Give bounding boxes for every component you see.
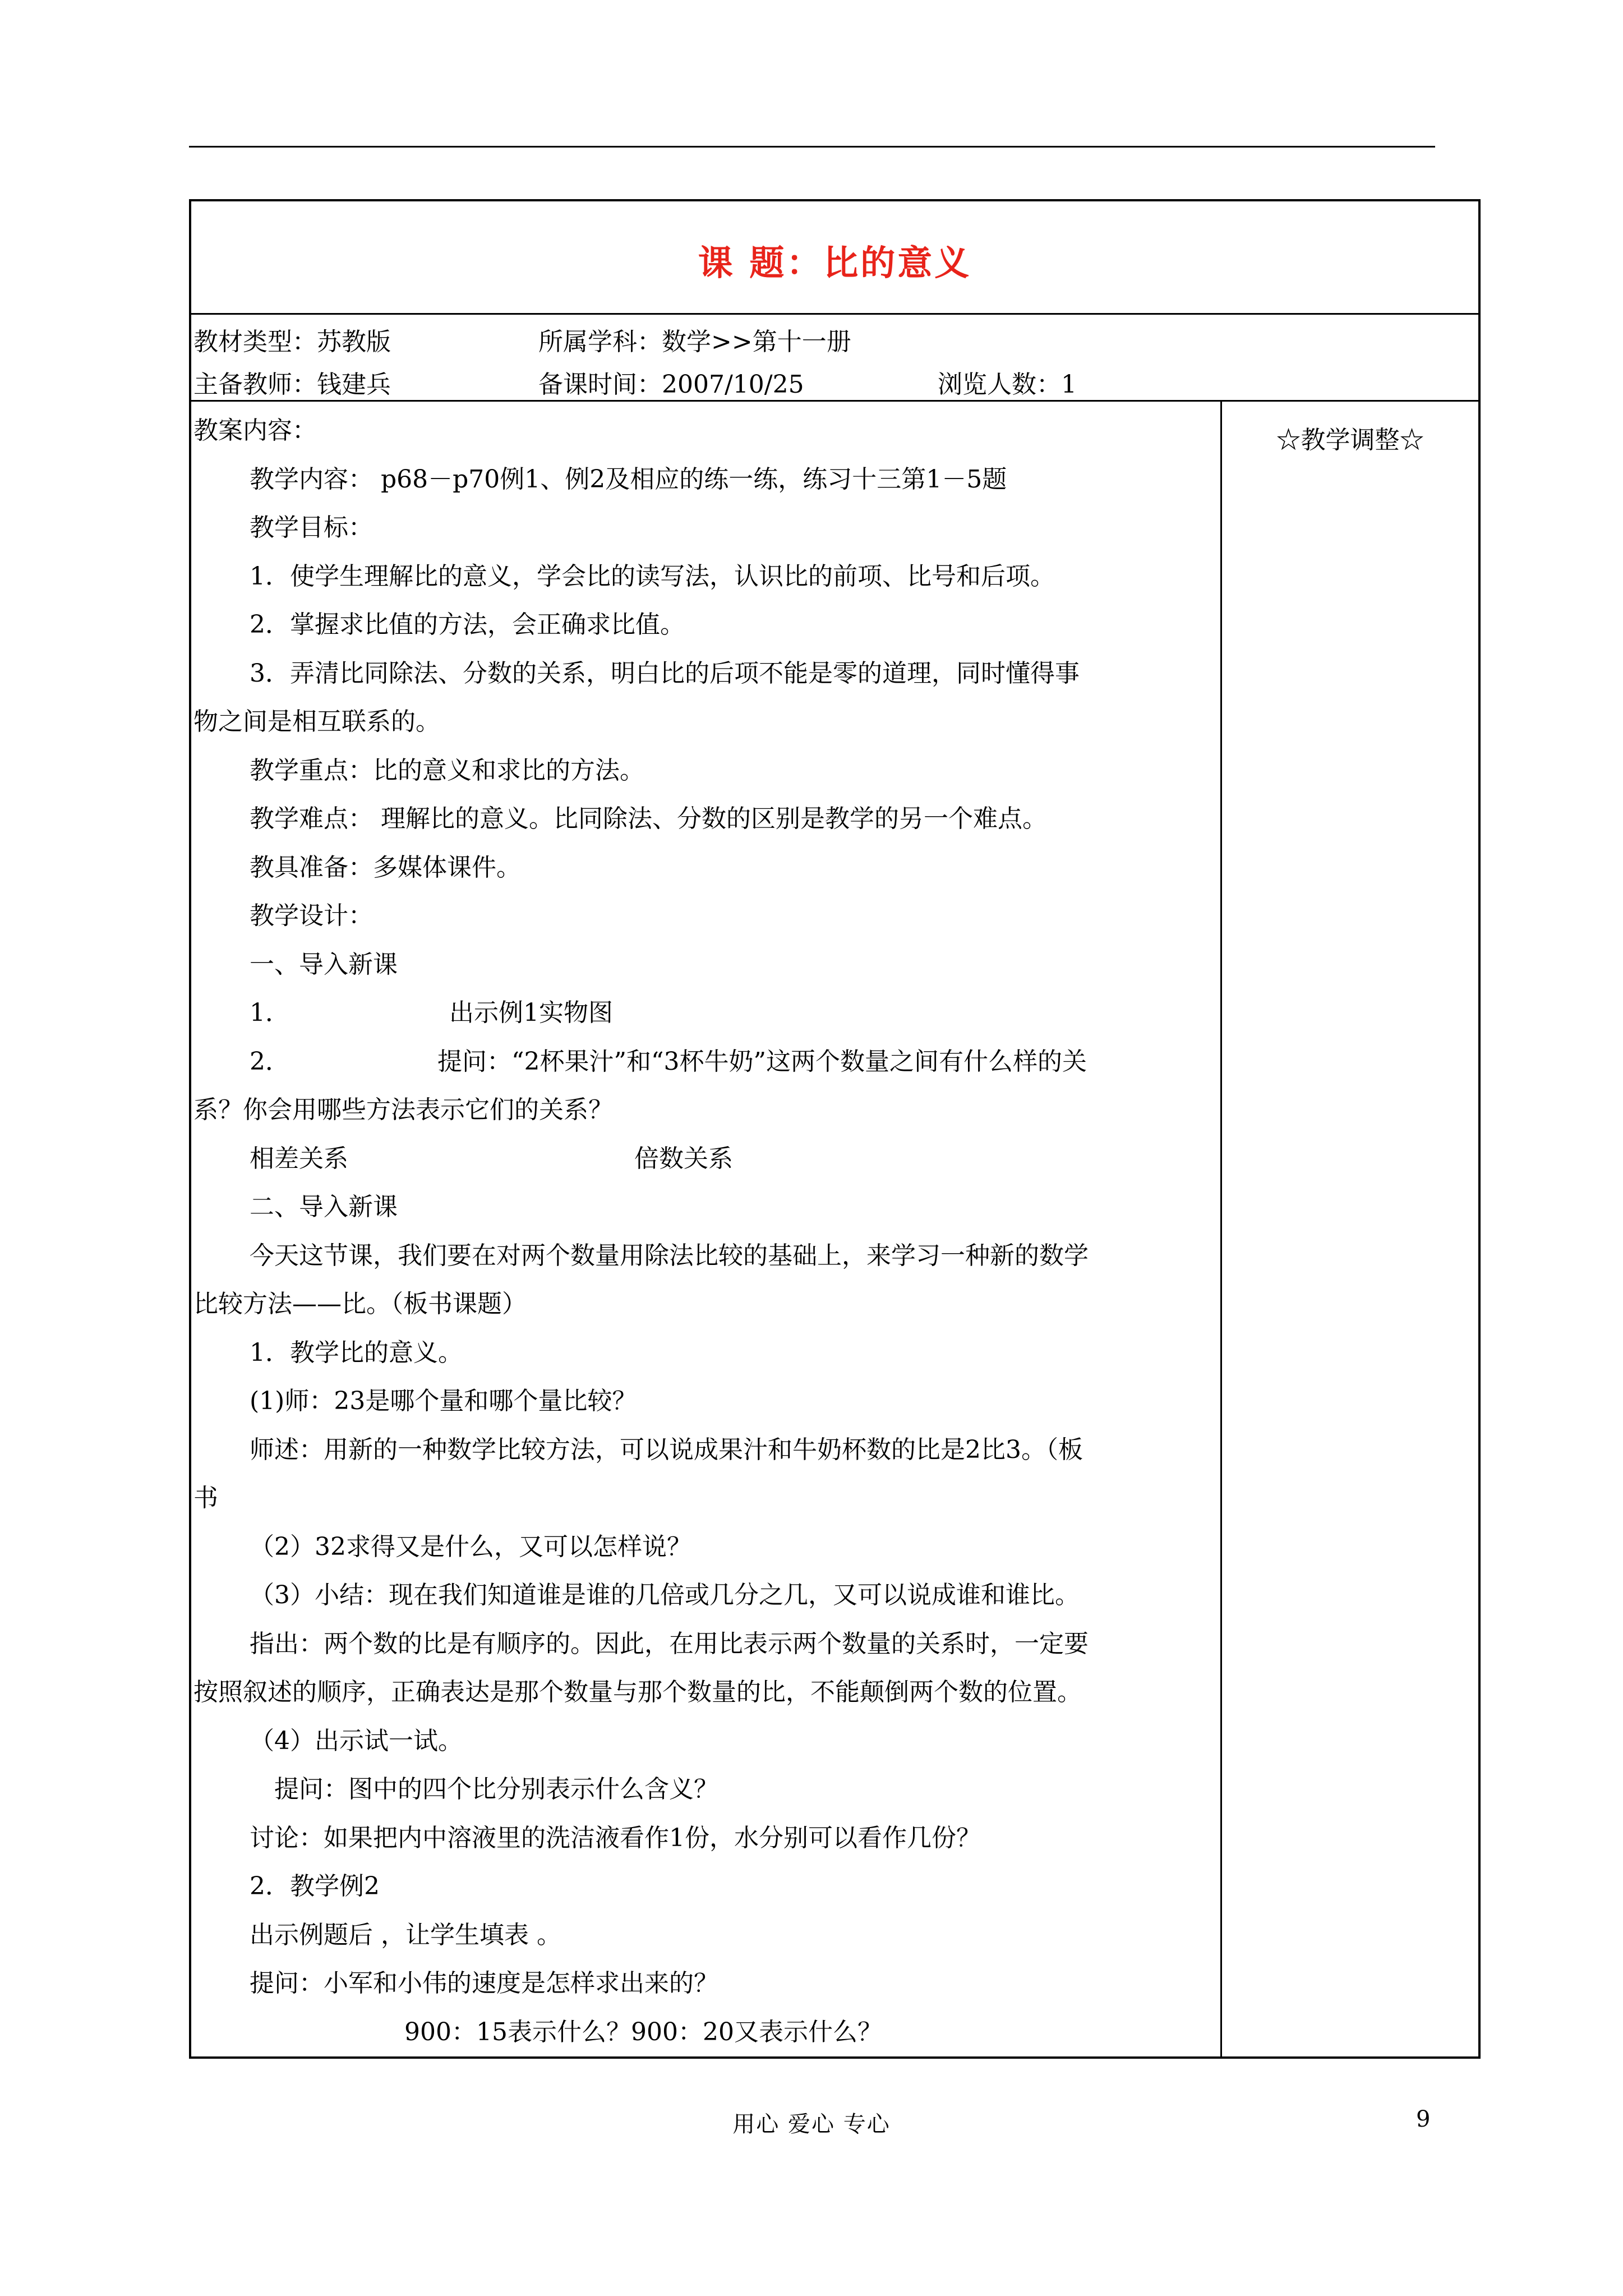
teaching-adjustment-heading: ☆教学调整☆ <box>1276 426 1424 454</box>
content-line: 指出：两个数的比是有顺序的。因此，在用比表示两个数量的关系时，一定要 <box>250 1630 1089 1658</box>
teaching-adjustment-column <box>1222 402 1478 2056</box>
lesson-title: 课 题：比的意义 <box>698 242 972 283</box>
content-line: 提问：图中的四个比分别表示什么含义？ <box>274 1775 718 1803</box>
footer-motto: 用心 爱心 专心 <box>732 2111 891 2137</box>
content-line: 今天这节课，我们要在对两个数量用除法比较的基础上，来学习一种新的数学 <box>250 1241 1089 1270</box>
content-line: 相差关系 <box>250 1144 348 1173</box>
content-line: 1．教学比的意义。 <box>250 1338 463 1367</box>
page-number: 9 <box>1416 2106 1431 2132</box>
content-line: 出示例题后 ，让学生填表 。 <box>250 1921 561 1949</box>
view-count: 浏览人数：1 <box>938 370 1077 399</box>
title-row <box>191 201 1478 315</box>
content-line: 教学目标： <box>250 513 373 542</box>
content-line: 提问：小军和小伟的速度是怎样求出来的？ <box>250 1969 718 1998</box>
content-line: 1． <box>250 999 290 1027</box>
lesson-plan-table <box>189 199 1481 2059</box>
content-line: 教学难点： 理解比的意义。比同除法、分数的区别是教学的另一个难点。 <box>250 804 1047 833</box>
content-line: （3）小结：现在我们知道谁是谁的几倍或几分之几，又可以说成谁和谁比。 <box>250 1581 1080 1609</box>
content-line: 系？你会用哪些方法表示它们的关系？ <box>193 1096 613 1124</box>
content-line: 1．使学生理解比的意义，学会比的读写法，认识比的前项、比号和后项。 <box>250 562 1055 591</box>
content-line: 师述：用新的一种数学比较方法，可以说成果汁和牛奶杯数的比是2比3。（板 <box>250 1435 1083 1464</box>
content-line: 教具准备：多媒体课件。 <box>250 853 521 882</box>
content-line: 提问：“2杯果汁”和“3杯牛奶”这两个数量之间有什么样的关 <box>437 1047 1087 1076</box>
lesson-content <box>191 402 1222 2056</box>
content-line: 书 <box>193 1484 218 1512</box>
content-line: 2． <box>250 1047 290 1076</box>
content-line: 倍数关系 <box>634 1144 733 1173</box>
content-line: 2．掌握求比值的方法，会正确求比值。 <box>250 610 685 639</box>
content-line: (1)师：23是哪个量和哪个量比较？ <box>250 1387 637 1415</box>
content-line: 3．弄清比同除法、分数的关系，明白比的后项不能是零的道理，同时懂得事 <box>250 659 1080 688</box>
subject: 所属学科：数学>>第十一册 <box>538 328 851 356</box>
content-line: 讨论：如果把内中溶液里的洗洁液看作1份，水分别可以看作几份？ <box>250 1824 981 1852</box>
content-line: 二、导入新课 <box>250 1193 398 1221</box>
header-rule <box>189 146 1435 148</box>
content-line: 一、导入新课 <box>250 950 398 979</box>
content-line: 教学重点：比的意义和求比的方法。 <box>250 756 644 785</box>
content-line: 比较方法——比。（板书课题） <box>193 1290 527 1318</box>
content-line: 教案内容： <box>193 416 317 445</box>
content-line: 900：15表示什么？900：20又表示什么？ <box>404 2018 882 2046</box>
prep-time: 备课时间：2007/10/25 <box>538 370 804 399</box>
content-line: 教学设计： <box>250 901 373 930</box>
meta-row <box>191 315 1478 402</box>
content-row <box>191 402 1478 2056</box>
content-line: 按照叙述的顺序，正确表达是那个数量与那个数量的比，不能颠倒两个数的位置。 <box>193 1678 1082 1706</box>
content-line: 教学内容： p68－p70例1、例2及相应的练一练，练习十三第1－5题 <box>250 465 1007 494</box>
teacher: 主备教师：钱建兵 <box>193 370 391 399</box>
content-line: （4）出示试一试。 <box>250 1727 463 1755</box>
textbook-type: 教材类型：苏教版 <box>193 328 391 356</box>
content-line: （2）32求得又是什么，又可以怎样说？ <box>250 1533 691 1561</box>
content-line: 物之间是相互联系的。 <box>193 707 440 736</box>
content-line: 出示例1实物图 <box>449 999 613 1027</box>
content-line: 2．教学例2 <box>250 1872 380 1901</box>
